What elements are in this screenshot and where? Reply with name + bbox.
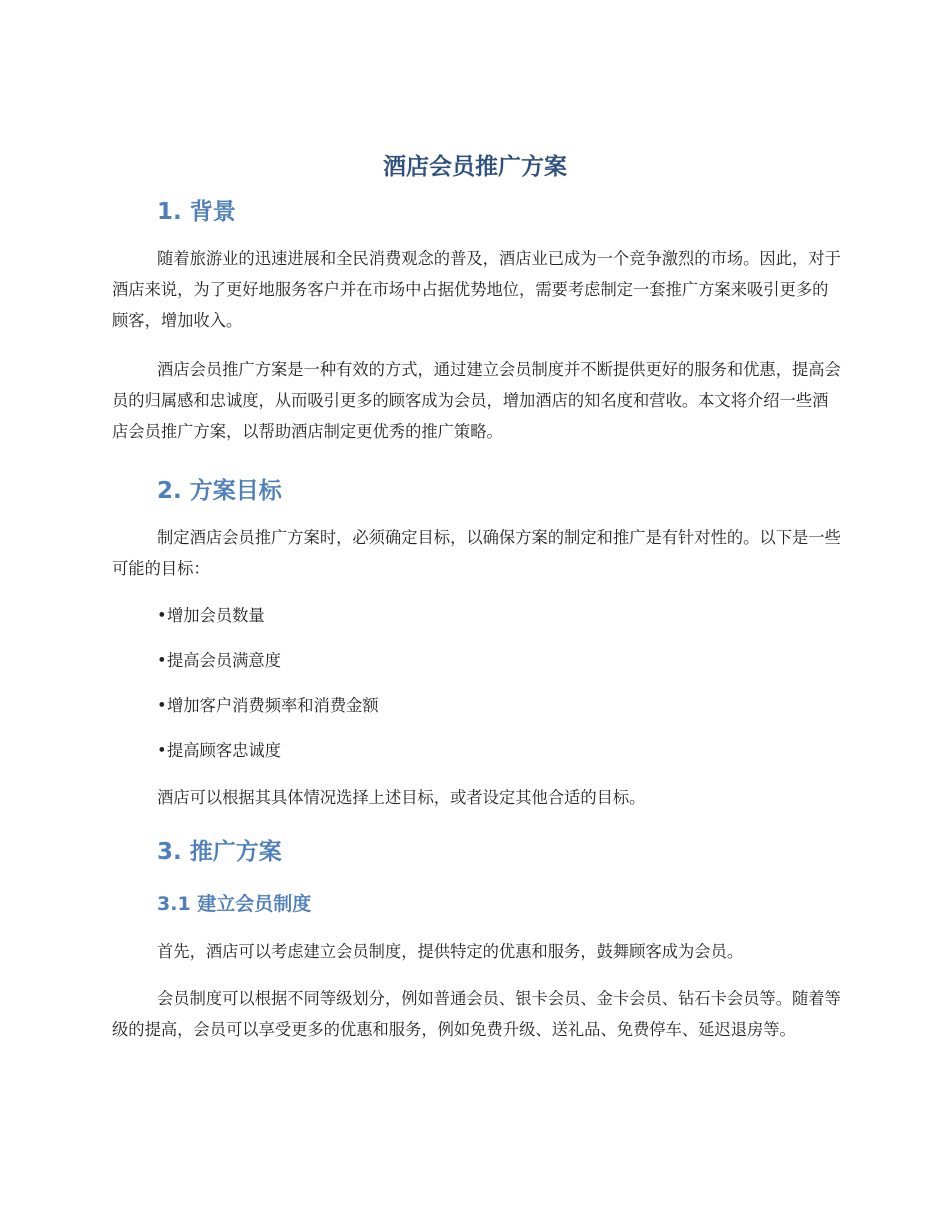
- section-heading-background: 1. 背景: [157, 199, 236, 225]
- goal-list-item-text: 增加客户消费频率和消费金额: [167, 696, 379, 715]
- goal-list-item: [157, 649, 281, 673]
- background-paragraph-2: 酒店会员推广方案是一种有效的方式，通过建立会员制度并不断提供更好的服务和优惠，提高会员的归属感和忠诚度，从而吸引更多的顾客成为会员，增加酒店的知名度和营收。本文将介绍一些酒店会员推广方案，以帮助酒店制定更优秀的推广策略。: [112, 360, 841, 441]
- goal-list-item-text: 提高会员满意度: [167, 651, 281, 670]
- bullet-icon: •: [157, 606, 167, 625]
- goals-intro-paragraph: 制定酒店会员推广方案时，必须确定目标，以确保方案的制定和推广是有针对性的。以下是一些可能的目标：: [112, 528, 841, 578]
- section-heading-goals: 2. 方案目标: [157, 478, 282, 504]
- bullet-icon: •: [157, 651, 167, 670]
- goals-closing-paragraph: 酒店可以根据其具体情况选择上述目标，或者设定其他合适的目标。: [157, 788, 646, 807]
- membership-paragraph-1: 首先，酒店可以考虑建立会员制度，提供特定的优惠和服务，鼓舞顾客成为会员。: [157, 942, 744, 961]
- section-heading-promotion-plan: 3. 推广方案: [157, 839, 282, 865]
- bullet-icon: •: [157, 741, 167, 760]
- membership-paragraph-2: 会员制度可以根据不同等级划分，例如普通会员、银卡会员、金卡会员、钻石卡会员等。随着等级的提高，会员可以享受更多的优惠和服务，例如免费升级、送礼品、免费停车、延迟退房等。: [112, 989, 841, 1039]
- bullet-icon: •: [157, 696, 167, 715]
- document-title: 酒店会员推广方案: [383, 154, 567, 180]
- goal-list-item-text: 提高顾客忠诚度: [167, 741, 281, 760]
- subsection-heading-membership-system: 3.1 建立会员制度: [157, 893, 312, 915]
- goal-list-item-text: 增加会员数量: [167, 606, 265, 625]
- goal-list-item: [157, 739, 281, 763]
- background-paragraph-1: 随着旅游业的迅速进展和全民消费观念的普及，酒店业已成为一个竞争激烈的市场。因此，对于酒店来说，为了更好地服务客户并在市场中占据优势地位，需要考虑制定一套推广方案来吸引更多的顾客，增加收入。: [112, 249, 841, 330]
- goal-list-item: [157, 604, 265, 628]
- goal-list-item: [157, 694, 379, 718]
